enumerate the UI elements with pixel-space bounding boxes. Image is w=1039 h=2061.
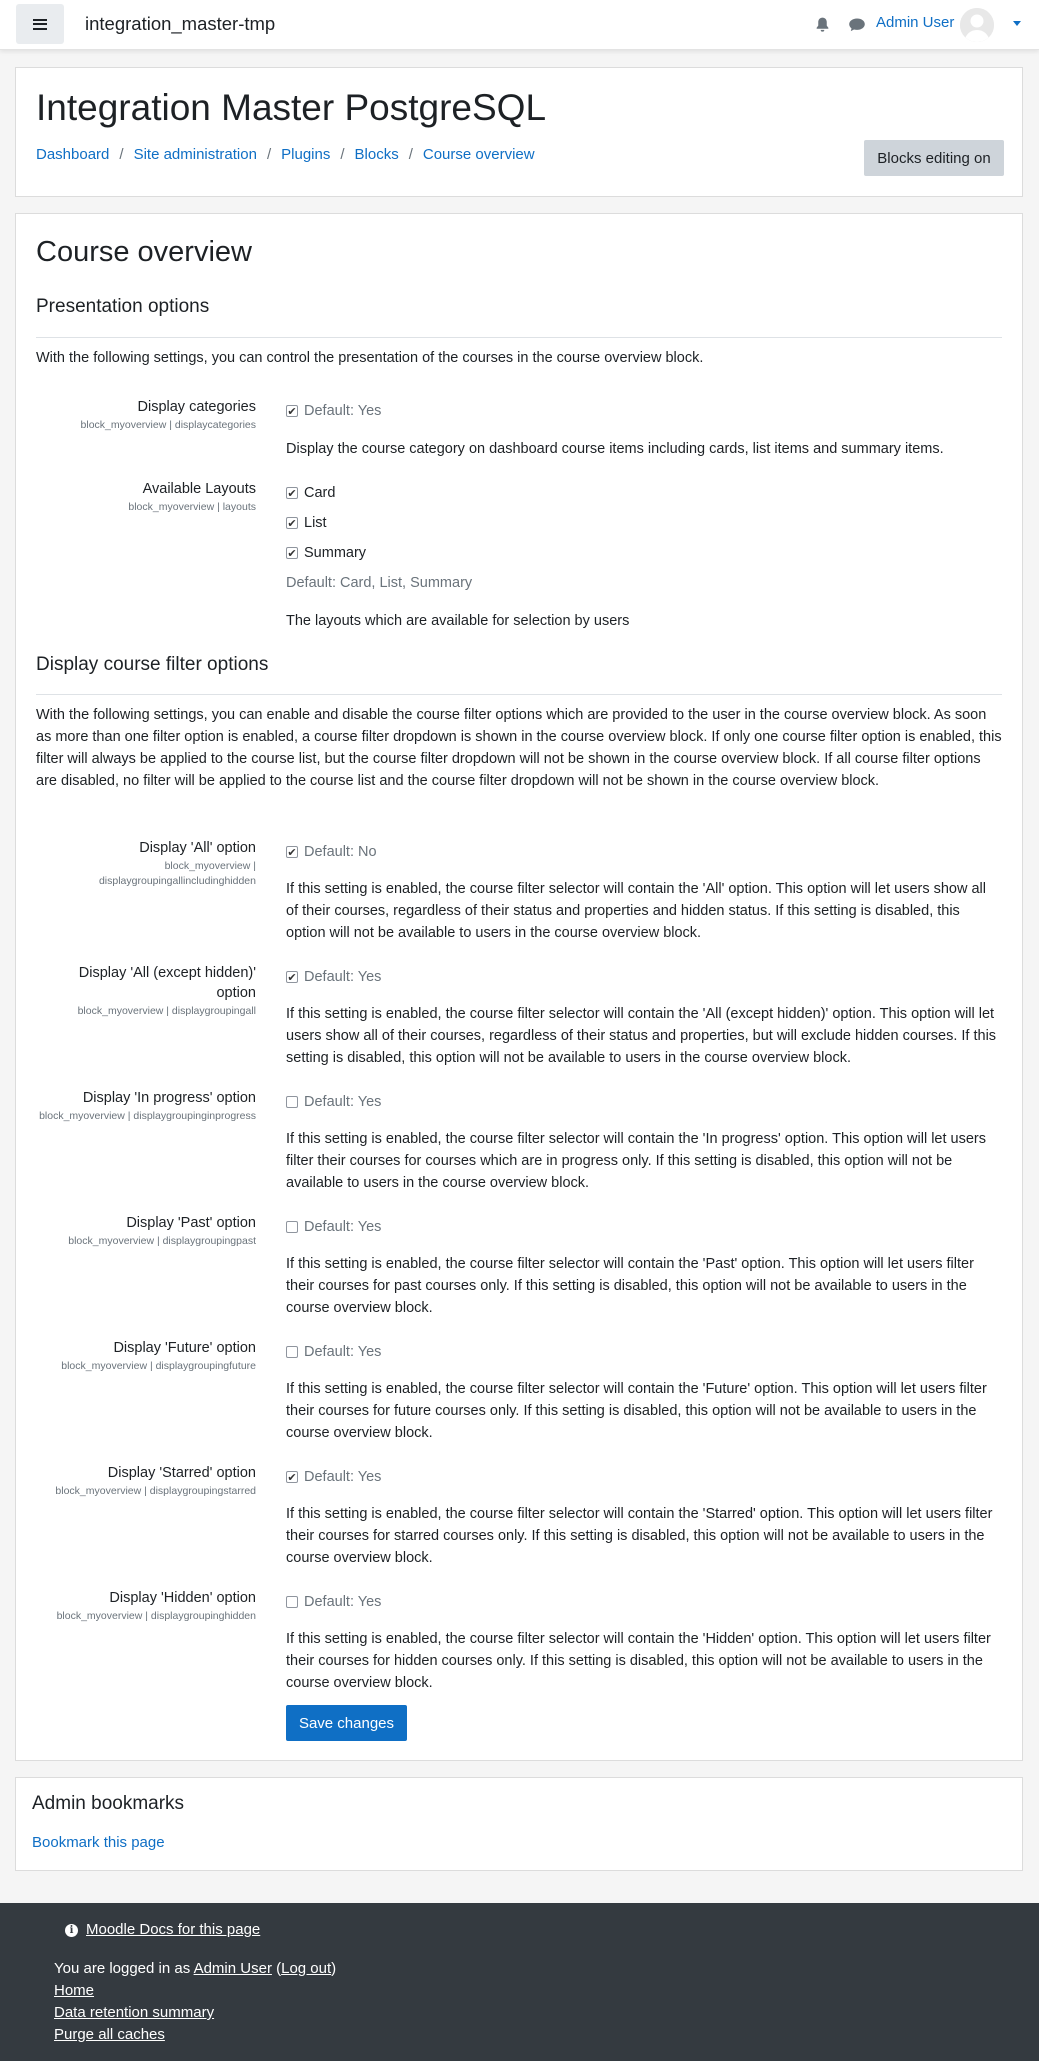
default-value: Default: Yes	[304, 1594, 382, 1610]
setting-description: If this setting is enabled, the course filter selector will contain the 'All' option. This option will let users show all of their courses, regardless of their status and properties and hidden status. If this setting is disabled, this option will not be available to users in the course overview block.	[286, 881, 987, 941]
moodle-docs-link[interactable]: Moodle Docs for this page	[86, 1921, 261, 1938]
default-value: Default: Yes	[304, 969, 382, 985]
layout-summary-checkbox[interactable]: ✔	[287, 546, 297, 560]
layout-card-checkbox[interactable]: ✔	[287, 486, 297, 500]
setting-description: If this setting is enabled, the course filter selector will contain the 'Hidden' option. This option will let users filter their courses for hidden courses only. If this setting is disabled, this option will not be available to users in the course overview block.	[286, 1631, 991, 1691]
layout-option-label: List	[304, 515, 327, 531]
setting-description: If this setting is enabled, the course filter selector will contain the 'Future' option. This option will let users filter their courses for future courses only. If this setting is disabled, this option will not be available to users in the course overview block.	[286, 1381, 987, 1441]
top-navbar	[0, 0, 1039, 50]
setting-description: If this setting is enabled, the course filter selector will contain the 'Past' option. This option will let users filter their courses for past courses only. If this setting is disabled, this option will not be available to users in the course overview block.	[286, 1256, 974, 1316]
login-info: You are logged in as Admin User (Log out)	[54, 1960, 337, 1977]
display-future-checkbox[interactable]	[286, 1346, 298, 1358]
save-changes-button[interactable]: Save changes	[286, 1705, 407, 1741]
setting-id: block_myoverview | displaygroupinginprogress	[39, 1110, 256, 1122]
info-icon: i	[65, 1924, 78, 1937]
user-menu-name[interactable]: Admin User	[876, 14, 955, 31]
setting-label: Display categories	[137, 399, 256, 415]
breadcrumb: Dashboard / Site administration / Plugins / Blocks / Course overview	[36, 146, 535, 163]
setting-label: Display 'Future' option	[113, 1340, 256, 1356]
course-filter-options-heading: Display course filter options	[36, 654, 269, 675]
setting-id: block_myoverview | displaycategories	[80, 419, 256, 431]
presentation-options-heading: Presentation options	[36, 296, 210, 317]
page-header	[15, 67, 1023, 197]
setting-label: Display 'Past' option	[126, 1215, 256, 1231]
breadcrumb-item-plugins[interactable]: Plugins	[281, 146, 331, 163]
chevron-down-icon[interactable]	[1013, 21, 1021, 26]
avatar[interactable]	[960, 8, 994, 42]
default-value: Default: Yes	[304, 1094, 382, 1110]
setting-description: If this setting is enabled, the course filter selector will contain the 'Starred' option. This option will let users filter their courses for starred courses only. If this setting is disabled, this option will not be available to users in the course overview block.	[286, 1506, 993, 1566]
display-in-progress-checkbox[interactable]	[286, 1096, 298, 1108]
footer-user-link[interactable]: Admin User	[193, 1960, 272, 1977]
default-value: Default: Yes	[304, 1219, 382, 1235]
settings-form	[15, 213, 1023, 1761]
display-all-except-hidden-checkbox[interactable]: ✔	[287, 970, 297, 984]
admin-bookmarks-block	[15, 1777, 1023, 1871]
setting-label: Display 'All (except hidden)' option	[78, 965, 256, 1001]
bookmark-this-page-link[interactable]: Bookmark this page	[32, 1834, 165, 1851]
setting-label: Display 'All' option	[139, 840, 256, 856]
setting-id: block_myoverview | layouts	[128, 501, 256, 513]
setting-id: block_myoverview | displaygroupingallincludinghidden	[98, 860, 256, 887]
messages-icon[interactable]	[848, 16, 866, 33]
hamburger-icon	[33, 19, 47, 30]
footer-home-link[interactable]: Home	[54, 1982, 95, 1999]
display-hidden-checkbox[interactable]	[286, 1596, 298, 1608]
purge-all-caches-link[interactable]: Purge all caches	[54, 2026, 165, 2043]
setting-description: If this setting is enabled, the course filter selector will contain the 'All (except hidden)' option. This option will let users show all of their courses, regardless of their status and properties, but will exclude hidden courses. If this setting is disabled, this option will not be available to users in the course overview block.	[286, 1006, 997, 1066]
default-value: Default: No	[304, 844, 377, 860]
setting-description: The layouts which are available for selection by users	[286, 613, 630, 629]
display-categories-checkbox[interactable]: ✔	[287, 404, 297, 418]
presentation-options-description: With the following settings, you can control the presentation of the courses in the course overview block.	[36, 350, 704, 366]
default-value: Default: Yes	[304, 403, 382, 419]
display-starred-checkbox[interactable]: ✔	[287, 1470, 297, 1484]
setting-id: block_myoverview | displaygroupingall	[77, 1005, 256, 1017]
layout-option-label: Card	[304, 485, 336, 501]
setting-label: Display 'Starred' option	[107, 1465, 256, 1481]
setting-label: Display 'In progress' option	[82, 1090, 256, 1106]
notification-bell-icon[interactable]	[814, 16, 831, 33]
user-avatar-icon	[960, 8, 994, 42]
display-past-checkbox[interactable]	[286, 1221, 298, 1233]
setting-id: block_myoverview | displaygroupinghidden	[56, 1610, 256, 1622]
setting-label: Available Layouts	[142, 481, 256, 497]
layout-option-label: Summary	[304, 545, 367, 561]
page-footer	[0, 1903, 1039, 2061]
breadcrumb-item-site-administration[interactable]: Site administration	[133, 146, 257, 163]
course-filter-options-description: With the following settings, you can enable and disable the course filter options which are provided to the user in the course overview block. As soon as more than one filter option is enabled, a course filter dropdown is shown in the course overview block. If only one course filter option is enabled, this filter will always be applied to the course list, but the course filter dropdown will not be shown in the course overview block. If all course filter options are disabled, no filter will be applied to the course list and the course filter dropdown will not be shown in the course overview block.	[36, 707, 1002, 789]
nav-drawer-toggle-button[interactable]	[16, 4, 64, 44]
setting-id: block_myoverview | displaygroupingfuture	[61, 1360, 256, 1372]
display-all-checkbox[interactable]: ✔	[287, 845, 297, 859]
breadcrumb-item-blocks[interactable]: Blocks	[354, 146, 399, 163]
layout-list-checkbox[interactable]: ✔	[287, 516, 297, 530]
settings-page-title: Course overview	[36, 236, 252, 268]
default-value: Default: Yes	[304, 1344, 382, 1360]
setting-description: Display the course category on dashboard course items including cards, list items and summary items.	[286, 441, 944, 457]
setting-description: If this setting is enabled, the course filter selector will contain the 'In progress' option. This option will let users filter their courses for courses which are in progress only. If this setting is disabled, this option will not be available to users in the course overview block.	[286, 1131, 987, 1191]
admin-bookmarks-title: Admin bookmarks	[32, 1793, 185, 1814]
divider	[36, 694, 1002, 695]
setting-id: block_myoverview | displaygroupingpast	[68, 1235, 256, 1247]
default-value: Default: Card, List, Summary	[286, 575, 473, 591]
logout-link[interactable]: Log out	[281, 1960, 332, 1977]
blocks-editing-on-button[interactable]: Blocks editing on	[864, 140, 1004, 176]
page-title: Integration Master PostgreSQL	[36, 87, 547, 128]
setting-id: block_myoverview | displaygroupingstarred	[55, 1485, 256, 1497]
breadcrumb-item-dashboard[interactable]: Dashboard	[36, 146, 110, 163]
data-retention-summary-link[interactable]: Data retention summary	[54, 2004, 215, 2021]
site-name-link[interactable]: integration_master-tmp	[85, 13, 276, 34]
logged-in-text: You are logged in as	[54, 1960, 191, 1977]
divider	[36, 337, 1002, 338]
default-value: Default: Yes	[304, 1469, 382, 1485]
setting-label: Display 'Hidden' option	[109, 1590, 256, 1606]
breadcrumb-item-course-overview[interactable]: Course overview	[422, 146, 535, 163]
